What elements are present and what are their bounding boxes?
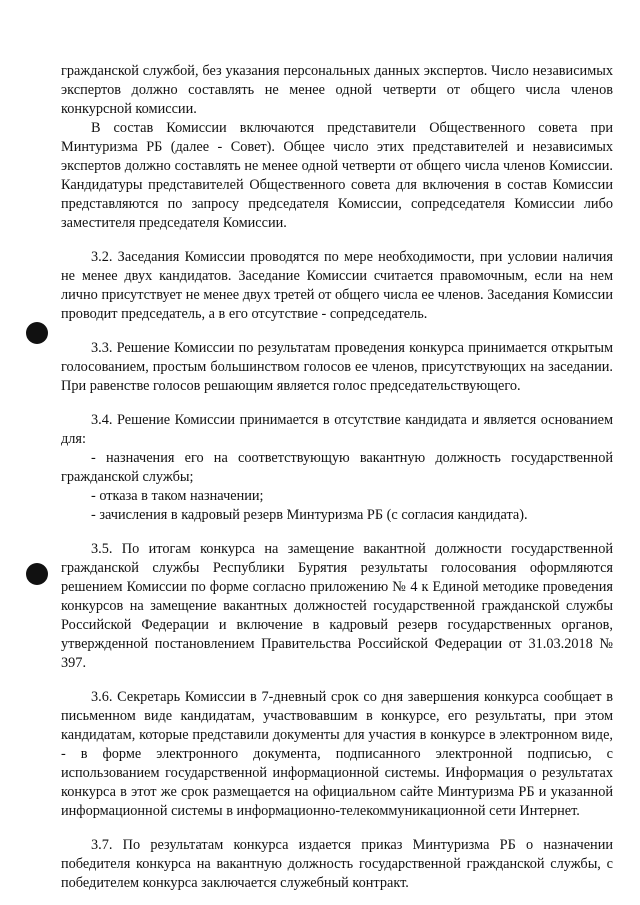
paragraph-gap	[61, 821, 613, 836]
document-page	[61, 62, 613, 893]
paragraph-gap	[61, 673, 613, 688]
paragraph-3-3: 3.3. Решение Комиссии по результатам проведения конкурса принимается открытым голосованием, простым большинством голосов ее членов, присутствующих на заседании. При равенстве голосов решающим является голос председательствующего.	[61, 340, 613, 394]
paragraph-gap	[61, 324, 613, 339]
paragraph-gap	[61, 396, 613, 411]
paragraph-3-2: 3.2. Заседания Комиссии проводятся по мере необходимости, при условии наличия не менее двух кандидатов. Заседание Комиссии считается правомочным, если на нем лично присутствует не менее двух третей от общего числа ее членов. Заседания Комиссии проводит председатель, а в его отсутствие - сопредседатель.	[61, 249, 613, 322]
paragraph-3-4-item-appointment: - назначения его на соответствующую вакантную должность государственной гражданской службы;	[61, 450, 613, 485]
paragraph-3-6: 3.6. Секретарь Комиссии в 7-дневный срок со дня завершения конкурса сообщает в письменном виде кандидатам, участвовавшим в конкурсе, его результаты, при этом кандидатам, которые представили документы для участия в конкурсе в электронном виде, - в форме электронного документа, подписанного электронной подписью, с использованием государственной информационной системы. Информация о результатах конкурса в этот же срок размещается на официальном сайте Минтуризма РБ и указанной информационной системы в информационно-телекоммуникационной сети Интернет.	[61, 689, 613, 819]
paragraph-3-4: 3.4. Решение Комиссии принимается в отсутствие кандидата и является основанием для:	[61, 412, 613, 447]
paragraph-council-members: В состав Комиссии включаются представители Общественного совета при Минтуризма РБ (далее - Совет). Общее число этих представителей и независимых экспертов должно составлять не менее одной четверти от общего числа членов Комиссии. Кандидатуры представителей Общественного совета для включения в состав Комиссии представляются по запросу председателя Комиссии, сопредседателя Комиссии либо заместителя председателя Комиссии.	[61, 120, 613, 231]
punch-hole-lower	[26, 563, 48, 585]
paragraph-gap	[61, 233, 613, 248]
paragraph-3-4-item-refusal: - отказа в таком назначении;	[91, 488, 264, 504]
paragraph-gap	[61, 525, 613, 540]
punch-hole-upper	[26, 322, 48, 344]
paragraph-3-4-item-reserve: - зачисления в кадровый резерв Минтуризма РБ (с согласия кандидата).	[91, 507, 528, 523]
paragraph-continuation: гражданской службой, без указания персональных данных экспертов. Число независимых экспертов должно составлять не менее одной четверти от общего числа членов конкурсной комиссии.	[61, 63, 613, 117]
paragraph-3-5: 3.5. По итогам конкурса на замещение вакантной должности государственной гражданской службы Республики Бурятия результаты голосования оформляются решением Комиссии по форме согласно приложению № 4 к Единой методике проведения конкурсов на замещение вакантных должностей государственной гражданской службы Российской Федерации и включение в кадровый резерв государственных органов, утвержденной постановлением Правительства Российской Федерации от 31.03.2018 № 397.	[61, 541, 613, 671]
paragraph-3-7: 3.7. По результатам конкурса издается приказ Минтуризма РБ о назначении победителя конкурса на вакантную должность государственной гражданской службы, с победителем конкурса заключается служебный контракт.	[61, 837, 613, 891]
